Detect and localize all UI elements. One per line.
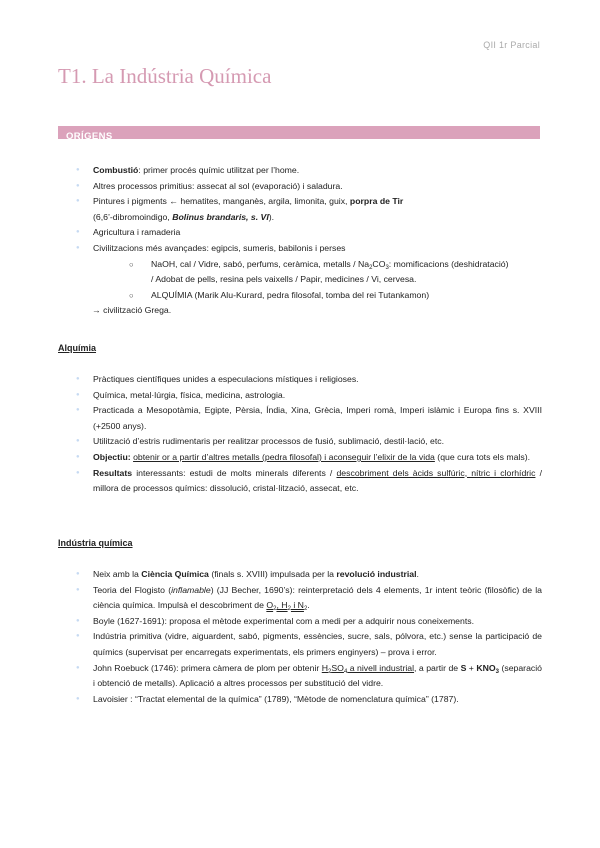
list-item: ● Utilització d’estris rudimentaris per realitzar processos de fusió, sublimació, destil·lació, etc.	[58, 434, 542, 450]
section-bar-origens	[58, 126, 540, 142]
page-title: T1. La Indústria Química	[58, 64, 272, 88]
list-item: ● Pintures i pigments ← hematites, manganès, argila, limonita, guix, porpra de Tir (6,6’-dibromoindigo, Bolinus brandaris, s. VI).	[58, 194, 542, 225]
list-item: ● Pràctiques científiques unides a especulacions místiques i religioses.	[58, 372, 542, 388]
list-item: ● Lavoisier : “Tractat elemental de la química” (1789), “Mètode de nomenclatura química” (1787).	[58, 692, 542, 708]
list-item: ● Altres processos primitius: assecat al sol (evaporació) i saladura.	[58, 179, 542, 195]
list-item: ● Civilitzacions més avançades: egipcis, sumeris, babilonis i perses ○ NaOH, cal / Vidre, sabó, perfums, ceràmica, metalls / $Na_2CO_3$: momificacions (deshidratació) / Adobat de pells, resina pels vaixells / Papir, medicines / Vi, cervesa. ○ ALQUÍMIA (Marik Alu-Kurard, pedra filosofal, tomba del rei Tutankamon)	[58, 241, 542, 303]
list-item: ● Neix amb la Ciència Química (finals s. XVIII) impulsada per la revolució industrial.	[58, 567, 542, 583]
list-item: ● Indústria primitiva (vidre, aiguardent, sabó, pigments, essències, sucre, sals, pólvora, etc.) sense la participació de químics (supervisat per encarregats experimentats, els primers enginyers) – prova i error.	[58, 629, 542, 660]
list-item: ● Resultats interessants: estudi de molts minerals diferents / descobriment dels àcids sulfúric, nítric i clorhídric / millora de processos químics: dissolució, cristal·lització, assecat, etc.	[58, 466, 542, 497]
origens-block	[58, 163, 542, 319]
sub-list-item: ○ ALQUÍMIA (Marik Alu-Kurard, pedra filosofal, tomba del rei Tutankamon)	[115, 288, 542, 304]
list-item: ● Boyle (1627-1691): proposa el mètode experimental com a medi per a adquirir nous coneixements.	[58, 614, 542, 630]
alquimia-list	[58, 372, 542, 497]
section-label: ORÍGENS	[66, 131, 113, 142]
list-item: ● Combustió: primer procés químic utilitzat per l’home.	[58, 163, 542, 179]
list-item: ● Objectiu: obtenir or a partir d’altres metalls (pedra filosofal) i aconseguir l’elixir de la vida (que cura tots els mals).	[58, 450, 542, 466]
sub-list-item: ○ NaOH, cal / Vidre, sabó, perfums, ceràmica, metalls / $Na_2CO_3$: momificacions (deshidratació) / Adobat de pells, resina pels vaixells / Papir, medicines / Vi, cervesa.	[115, 257, 542, 288]
alquimia-block	[58, 372, 542, 497]
origens-conclusion: → civilització Grega.	[92, 305, 172, 316]
course-label: QII 1r Parcial	[483, 40, 540, 50]
list-item: ● Química, metal·lúrgia, física, medicina, astrologia.	[58, 388, 542, 404]
list-item: ● Agricultura i ramaderia	[58, 225, 542, 241]
industria-heading: Indústria química	[58, 538, 133, 548]
industria-list	[58, 567, 542, 707]
industria-block	[58, 567, 542, 707]
alquimia-heading: Alquímia	[58, 343, 97, 353]
list-item: ● Teoria del Flogisto (inflamable) (JJ Becher, 1690’s): reinterpretació dels 4 elements, 1r intent teòric (filosòfic) de la ciència química. Impulsà el descobriment de $O_2$, $H_2$ i $N_2$.	[58, 583, 542, 614]
sub-list	[93, 257, 542, 304]
origens-list	[58, 163, 542, 303]
list-item: ● Practicada a Mesopotàmia, Egipte, Pèrsia, Índia, Xina, Grècia, Imperi romà, Imperi islàmic i Europa fins s. XVIII (+2500 anys).	[58, 403, 542, 434]
list-item: ● John Roebuck (1746): primera càmera de plom per obtenir $H_2SO_4$ a nivell industrial, a partir de $S + KNO_3$ (separació i obtenció de metalls). Aplicació a altres processos per substitució del vidre.	[58, 661, 542, 692]
